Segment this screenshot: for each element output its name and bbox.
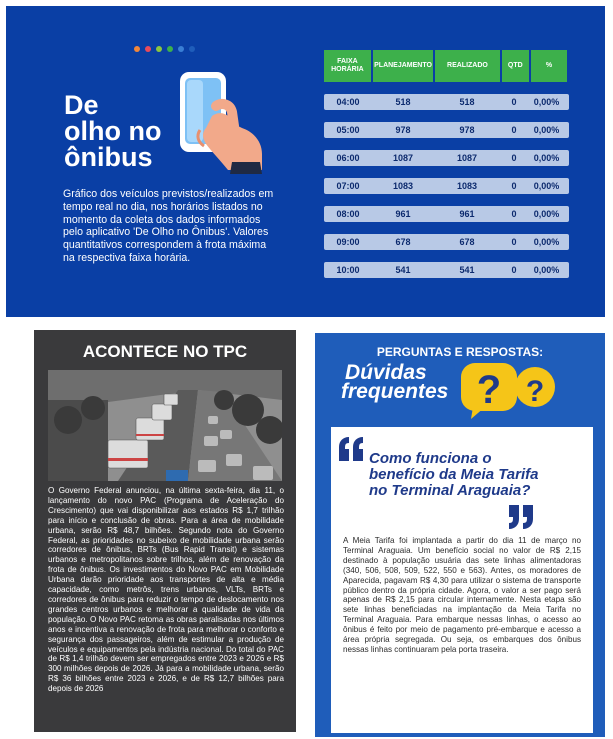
faq-title-line-2: frequentes (341, 380, 449, 403)
cell-realized: 978 (459, 125, 475, 135)
table-row (324, 150, 569, 166)
faq-card (331, 427, 593, 733)
bus-corridor-photo (48, 370, 282, 481)
color-dot (167, 46, 173, 52)
cell-realized: 1087 (456, 153, 478, 163)
open-quote-icon (337, 437, 365, 461)
cell-planned: 961 (395, 209, 411, 219)
cell-realized: 1083 (456, 181, 478, 191)
hero-description: Gráfico dos veículos previstos/realizados em tempo real no dia, nos horários listados no momento da coleta dos dados informados pelo aplicativo 'De Olho no Ônibus'. Valores quantitativos correspondem à frota máxima na respectiva faixa horária. (63, 188, 274, 264)
hero-title (64, 92, 161, 170)
cell-planned: 541 (395, 265, 411, 275)
fleet-table (324, 50, 569, 290)
cell-time-range: 08:00 (336, 209, 360, 219)
svg-text:?: ? (525, 375, 545, 408)
table-row (324, 206, 569, 222)
table-row (324, 178, 569, 194)
fleet-panel (6, 6, 605, 317)
cell-qty: 0 (511, 209, 517, 219)
faq-title (341, 361, 449, 403)
cell-qty: 0 (511, 153, 517, 163)
cell-qty: 0 (511, 125, 517, 135)
color-dot (145, 46, 151, 52)
svg-text:?: ? (476, 368, 502, 412)
col-header-percent: % (531, 50, 567, 82)
cell-time-range: 09:00 (336, 237, 360, 247)
table-row (324, 122, 569, 138)
cell-planned: 1087 (392, 153, 414, 163)
color-dot (156, 46, 162, 52)
cell-planned: 1083 (392, 181, 414, 191)
faq-title-line-1: Dúvidas (345, 361, 427, 384)
cell-percent: 0,00% (533, 265, 560, 275)
news-panel (34, 330, 296, 732)
cell-realized: 541 (459, 265, 475, 275)
cell-qty: 0 (511, 265, 517, 275)
cell-realized: 518 (459, 97, 475, 107)
cell-time-range: 06:00 (336, 153, 360, 163)
cell-time-range: 04:00 (336, 97, 360, 107)
cell-time-range: 10:00 (336, 265, 360, 275)
cell-planned: 678 (395, 237, 411, 247)
cell-realized: 961 (459, 209, 475, 219)
hero-title-line-1: De (64, 90, 99, 120)
hero-title-line-2: olho no (64, 116, 162, 146)
cell-planned: 978 (395, 125, 411, 135)
hand-holding-phone-icon (172, 66, 268, 174)
color-dot (189, 46, 195, 52)
cell-time-range: 07:00 (336, 181, 360, 191)
faq-panel (315, 333, 605, 737)
cell-qty: 0 (511, 237, 517, 247)
faq-answer: A Meia Tarifa foi implantada a partir do dia 11 de março no Terminal Araguaia. Um benefício social no valor de R$ 2,15 destinado à população usuária das sete linhas alimentadoras (340, 506, 508, 509, 522, 550 e 563). Antes, os moradores de Aparecida, pagavam R$ 4,30 para utilizar o sistema de transporte público dentro da própria cidade. Agora, o valor a ser pago será apenas de R$ 2,15 para circular internamente. Nesta etapa são sete linhas beneficiadas na implantação da Meia Tarifa no Terminal Araguaia. Para embarque nessas linhas, o acesso ao ônibus é feito por meio de pagamento pré-embarque e acesso a área própria segregada. Ou seja, os embarques dos ônibus nessas linhas continuaram pela porta traseira. (343, 536, 581, 654)
fleet-table-header (324, 50, 569, 82)
cell-percent: 0,00% (533, 153, 560, 163)
cell-percent: 0,00% (533, 125, 560, 135)
cell-percent: 0,00% (533, 237, 560, 247)
fleet-table-body (324, 94, 569, 278)
cell-qty: 0 (511, 97, 517, 107)
col-header-time-range: FAIXA HORÁRIA (324, 50, 371, 82)
color-dot (134, 46, 140, 52)
question-marks-icon (459, 361, 559, 419)
faq-kicker: PERGUNTAS E RESPOSTAS: (376, 345, 544, 359)
table-row (324, 94, 569, 110)
cell-realized: 678 (459, 237, 475, 247)
table-row (324, 262, 569, 278)
hero-title-line-3: ônibus (64, 142, 153, 172)
cell-planned: 518 (395, 97, 411, 107)
cell-time-range: 05:00 (336, 125, 360, 135)
color-dots (134, 46, 195, 52)
cell-percent: 0,00% (533, 97, 560, 107)
color-dot (178, 46, 184, 52)
cell-qty: 0 (511, 181, 517, 191)
faq-question: Como funciona o benefício da Meia Tarifa no Terminal Araguaia? (369, 450, 539, 499)
col-header-planned: PLANEJAMENTO (373, 50, 433, 82)
cell-percent: 0,00% (533, 209, 560, 219)
table-row (324, 234, 569, 250)
news-heading: ACONTECE NO TPC (82, 342, 248, 361)
news-body: O Governo Federal anunciou, na última sexta-feira, dia 11, o lançamento do novo PAC (Programa de Aceleração do Crescimento) que vai disponibilizar aos estados R$ 1,7 trilhão para início e conclusão de obras. Para a área de mobilidade urbana, serão R$ 48,7 bilhões. Segundo nota do Governo Federal, as prioridades no subeixo de mobilidade urbana serão corredores de ônibus, BRTs (Bus Rapid Transit) e sistemas urbanos e metropolitanos sobre trilhos, além de renovação da frota de ônibus. Os investimentos do Novo PAC em Mobilidade Urbana darão prioridade aos transportes de alta e média capacidade, como metrôs, trens urbanos, VLTs, BRTs e corredores de ônibus para reduzir o tempo de deslocamento nos grandes centros urbanos e melhorar a qualidade de vida da população. O Novo PAC retoma as obras paralisadas nos últimos anos e incentiva a renovação de frota para melhorar o conforto e segurança dos passageiros, além de estimular a produção de veículos e equipamentos pela indústria nacional. Do total do PAC de R$ 1,4 trilhão devem ser empregados entre 2023 e 2026 e R$ 300 milhões depois de 2026. Já para a mobilidade urbana, serão R$ 36 bilhões entre 2023 e 2026, e de R$ 12,7 bilhões para depois de 2026 (48, 486, 284, 694)
col-header-realized: REALIZADO (435, 50, 499, 82)
cell-percent: 0,00% (533, 181, 560, 191)
col-header-qty: QTD (502, 50, 529, 82)
close-quote-icon (507, 505, 535, 529)
